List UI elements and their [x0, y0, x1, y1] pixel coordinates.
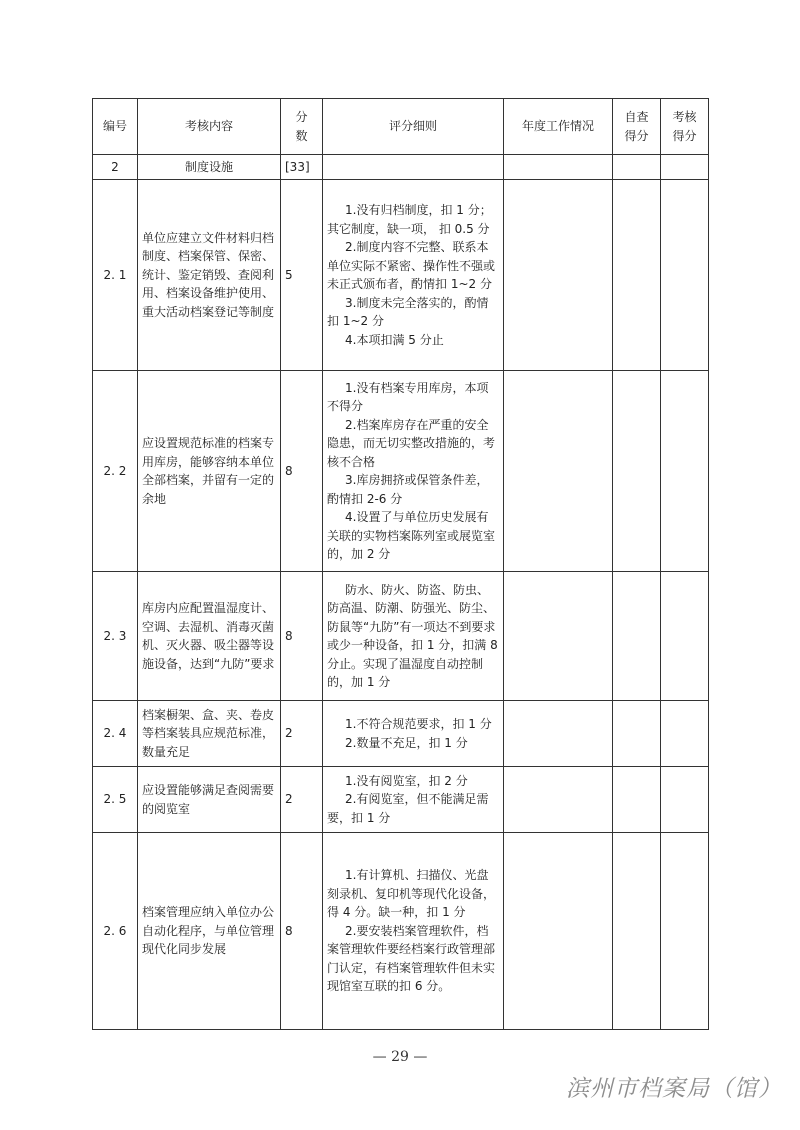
row-annual: [504, 833, 613, 1030]
row-score: 8: [281, 572, 323, 701]
header-score-line1: 分: [295, 110, 308, 124]
row-code: 2. 3: [93, 572, 138, 701]
header-row: [93, 99, 709, 155]
row-annual: [504, 180, 613, 371]
row-criteria: [323, 180, 504, 371]
header-self-score: [613, 99, 661, 155]
table-row: [93, 180, 709, 371]
criteria-item: 2.有阅览室，但不能满足需要，扣 1 分: [327, 792, 489, 825]
row-self-score: [613, 371, 661, 572]
criteria-item: 1.不符合规范要求，扣 1 分: [345, 717, 492, 731]
row-self-score: [613, 833, 661, 1030]
header-eval-line2: 得分: [672, 128, 697, 143]
row-eval-score: [661, 767, 709, 833]
row-eval-score: [661, 572, 709, 701]
row-annual: [504, 572, 613, 701]
section-code: 2: [93, 155, 138, 180]
criteria-item: 1.没有归档制度，扣 1 分；其它制度，缺一项， 扣 0.5 分: [327, 203, 492, 236]
row-eval-score: [661, 833, 709, 1030]
section-annual: [504, 155, 613, 180]
criteria-item: 防水、防火、防盗、防虫、防高温、防潮、防强光、防尘、防鼠等“九防”有一项达不到要求或少一种设备，扣 1 分，扣满 8 分止。实现了温湿度自动控制的，加 1 分: [327, 582, 498, 689]
header-code: 编号: [93, 99, 138, 155]
row-code: 2. 4: [93, 701, 138, 767]
row-code: 2. 1: [93, 180, 138, 371]
row-self-score: [613, 767, 661, 833]
criteria-item: 4.设置了与单位历史发展有关联的实物档案陈列室或展览室的，加 2 分: [327, 510, 496, 561]
row-eval-score: [661, 701, 709, 767]
row-score: 2: [281, 767, 323, 833]
row-score: 5: [281, 180, 323, 371]
row-criteria: [323, 767, 504, 833]
section-score: [33]: [281, 155, 323, 180]
criteria-item: 2.数量不充足，扣 1 分: [345, 735, 468, 750]
criteria-item: 1.没有阅览室，扣 2 分: [345, 773, 468, 788]
criteria-item: 2.档案库房存在严重的安全隐患，而无切实整改措施的，考核不合格: [327, 417, 496, 469]
row-content: 应设置能够满足查阅需要的阅览室: [138, 767, 281, 833]
section-title: 制度设施: [138, 155, 281, 180]
table-row: [93, 572, 709, 701]
row-eval-score: [661, 371, 709, 572]
header-self-line2: 得分: [624, 128, 649, 143]
header-score-line2: 数: [295, 128, 308, 143]
watermark: 滨州市档案局（馆）: [566, 1076, 782, 1102]
criteria-item: 2.制度内容不完整、联系本单位实际不紧密、操作性不强或未正式颁布者，酌情扣 1~2 分: [327, 240, 496, 291]
section-row: [93, 155, 709, 180]
criteria-item: 1.有计算机、扫描仪、光盘刻录机、复印机等现代化设备，得 4 分。缺一种，扣 1 分: [327, 868, 496, 920]
row-code: 2. 5: [93, 767, 138, 833]
row-content: 库房内应配置温湿度计、空调、去湿机、消毒灭菌机、灭火器、吸尘器等设施设备，达到“九防”要求: [138, 572, 281, 701]
header-eval-score: [661, 99, 709, 155]
row-annual: [504, 701, 613, 767]
section-criteria: [323, 155, 504, 180]
row-score: 8: [281, 371, 323, 572]
header-score: [281, 99, 323, 155]
header-eval-line1: 考核: [672, 110, 697, 124]
table-row: [93, 701, 709, 767]
section-eval-score: [661, 155, 709, 180]
row-criteria: [323, 833, 504, 1030]
criteria-item: 4.本项扣满 5 分止: [345, 332, 444, 347]
assessment-table: [92, 98, 709, 1030]
row-code: 2. 6: [93, 833, 138, 1030]
header-annual: 年度工作情况: [504, 99, 613, 155]
header-criteria: 评分细则: [323, 99, 504, 155]
criteria-item: 3.制度未完全落实的，酌情扣 1~2 分: [327, 295, 489, 328]
header-content: 考核内容: [138, 99, 281, 155]
criteria-item: 1.没有档案专用库房，本项不得分: [327, 380, 489, 413]
row-score: 8: [281, 833, 323, 1030]
row-self-score: [613, 572, 661, 701]
row-criteria: [323, 371, 504, 572]
row-content: 档案管理应纳入单位办公自动化程序，与单位管理现代化同步发展: [138, 833, 281, 1030]
row-code: 2. 2: [93, 371, 138, 572]
row-content: 单位应建立文件材料归档制度、档案保管、保密、统计、鉴定销毁、查阅利用、档案设备维护使用、重大活动档案登记等制度: [138, 180, 281, 371]
row-eval-score: [661, 180, 709, 371]
row-content: 档案橱架、盒、夹、卷皮等档案装具应规范标准，数量充足: [138, 701, 281, 767]
row-annual: [504, 371, 613, 572]
row-self-score: [613, 180, 661, 371]
criteria-item: 3.库房拥挤或保管条件差，酌情扣 2-6 分: [327, 473, 489, 506]
row-content: 应设置规范标准的档案专用库房，能够容纳本单位全部档案，并留有一定的余地: [138, 371, 281, 572]
header-self-line1: 自查: [624, 110, 649, 124]
section-self-score: [613, 155, 661, 180]
table-row: [93, 767, 709, 833]
row-criteria: [323, 572, 504, 701]
row-self-score: [613, 701, 661, 767]
table-row: [93, 371, 709, 572]
criteria-item: 2.要安装档案管理软件，档案管理软件要经档案行政管理部门认定，有档案管理软件但未实现馆室互联的扣 6 分。: [327, 923, 496, 994]
table-row: [93, 833, 709, 1030]
row-criteria: [323, 701, 504, 767]
page-number: — 29 —: [372, 1049, 428, 1065]
row-score: 2: [281, 701, 323, 767]
row-annual: [504, 767, 613, 833]
